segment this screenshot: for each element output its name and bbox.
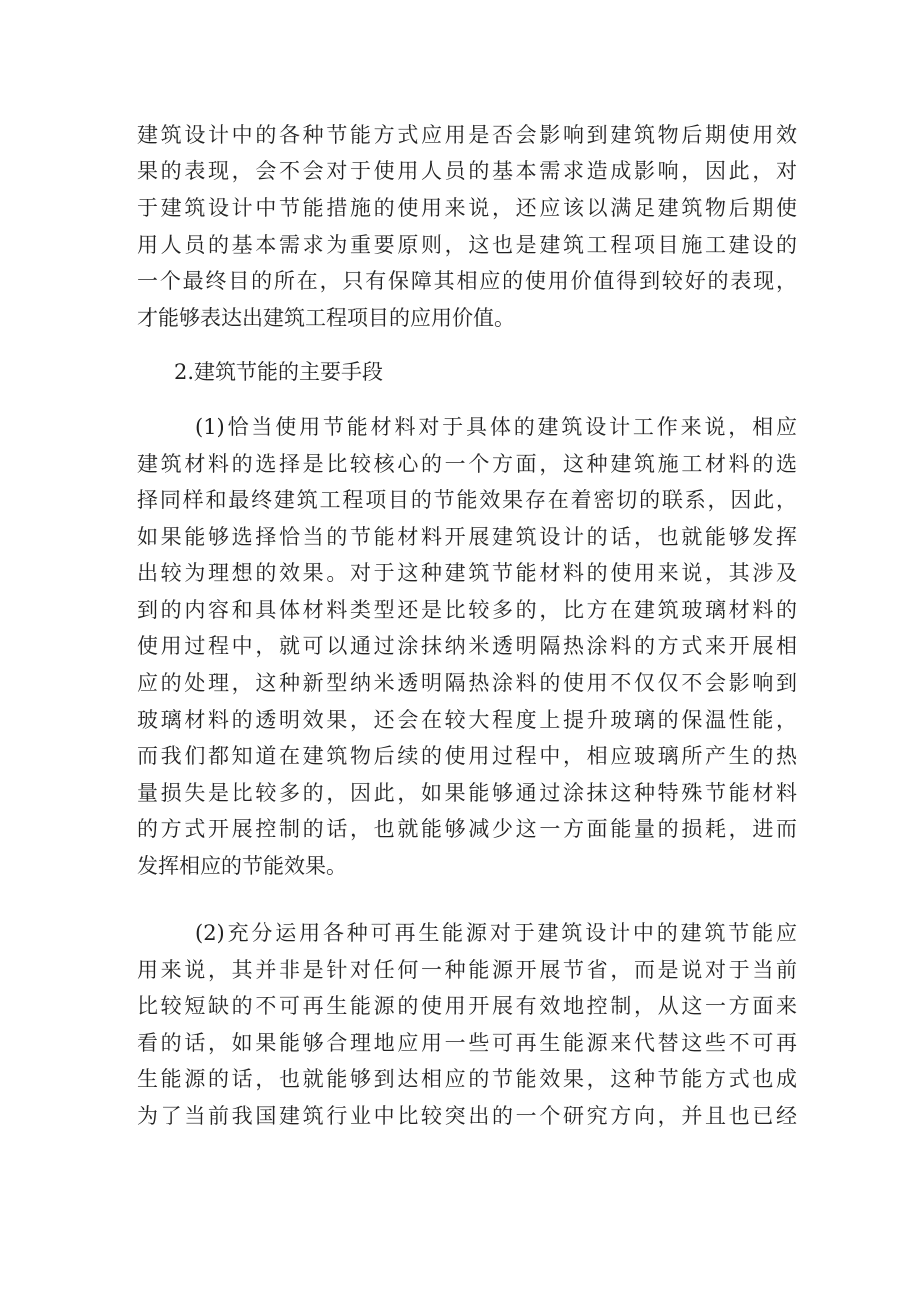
paragraph-2-line-7: 使用过程中，就可以通过涂抹纳米透明隔热涂料的方式来开展相: [137, 634, 797, 658]
paragraph-3-line-1: (2)充分运用各种可再生能源对于建筑设计中的建筑节能应: [195, 921, 797, 945]
paragraph-3-line-5: 生能源的话，也就能够到达相应的节能效果，这种节能方式也成: [137, 1067, 797, 1091]
paragraph-2-line-2: 建筑材料的选择是比较核心的一个方面，这种建筑施工材料的选: [137, 452, 797, 476]
paragraph-2-line-11: 量损失是比较多的，因此，如果能够通过涂抹这种特殊节能材料: [137, 781, 797, 805]
paragraph-1-line-2: 果的表现，会不会对于使用人员的基本需求造成影响，因此，对: [137, 159, 797, 183]
paragraph-2-line-5: 出较为理想的效果。对于这种建筑节能材料的使用来说，其涉及: [137, 561, 797, 585]
paragraph-1-line-5: 一个最终目的所在，只有保障其相应的使用价值得到较好的表现，: [137, 269, 797, 293]
paragraph-1-line-1: 建筑设计中的各种节能方式应用是否会影响到建筑物后期使用效: [137, 123, 797, 147]
paragraph-2-line-4: 如果能够选择恰当的节能材料开展建筑设计的话，也就能够发挥: [137, 525, 797, 549]
paragraph-2-line-8: 应的处理，这种新型纳米透明隔热涂料的使用不仅仅不会影响到: [137, 671, 797, 695]
paragraph-2-line-6: 到的内容和具体材料类型还是比较多的，比方在建筑玻璃材料的: [137, 598, 797, 622]
paragraph-1-line-6: 才能够表达出建筑工程项目的应用价值。: [137, 306, 515, 330]
paragraph-2-line-3: 择同样和最终建筑工程项目的节能效果存在着密切的联系，因此，: [137, 488, 797, 512]
paragraph-1-line-4: 用人员的基本需求为重要原则，这也是建筑工程项目施工建设的: [137, 233, 797, 257]
paragraph-2-line-12: 的方式开展控制的话，也就能够减少这一方面能量的损耗，进而: [137, 817, 797, 841]
paragraph-2-line-13: 发挥相应的节能效果。: [137, 854, 347, 878]
paragraph-3-line-4: 看的话，如果能够合理地应用一些可再生能源来代替这些不可再: [137, 1031, 797, 1055]
paragraph-3-line-6: 为了当前我国建筑行业中比较突出的一个研究方向，并且也已经: [137, 1104, 797, 1128]
paragraph-3-line-3: 比较短缺的不可再生能源的使用开展有效地控制，从这一方面来: [137, 994, 797, 1018]
paragraph-2-line-1: (1)恰当使用节能材料对于具体的建筑设计工作来说，相应: [195, 415, 797, 439]
paragraph-3-line-2: 用来说，其并非是针对任何一种能源开展节省，而是说对于当前: [137, 958, 797, 982]
paragraph-2-line-10: 而我们都知道在建筑物后续的使用过程中，相应玻璃所产生的热: [137, 744, 797, 768]
paragraph-2-line-9: 玻璃材料的透明效果，还会在较大程度上提升玻璃的保温性能，: [137, 708, 797, 732]
section-heading: 2.建筑节能的主要手段: [174, 360, 384, 384]
paragraph-1-line-3: 于建筑设计中节能措施的使用来说，还应该以满足建筑物后期使: [137, 196, 797, 220]
